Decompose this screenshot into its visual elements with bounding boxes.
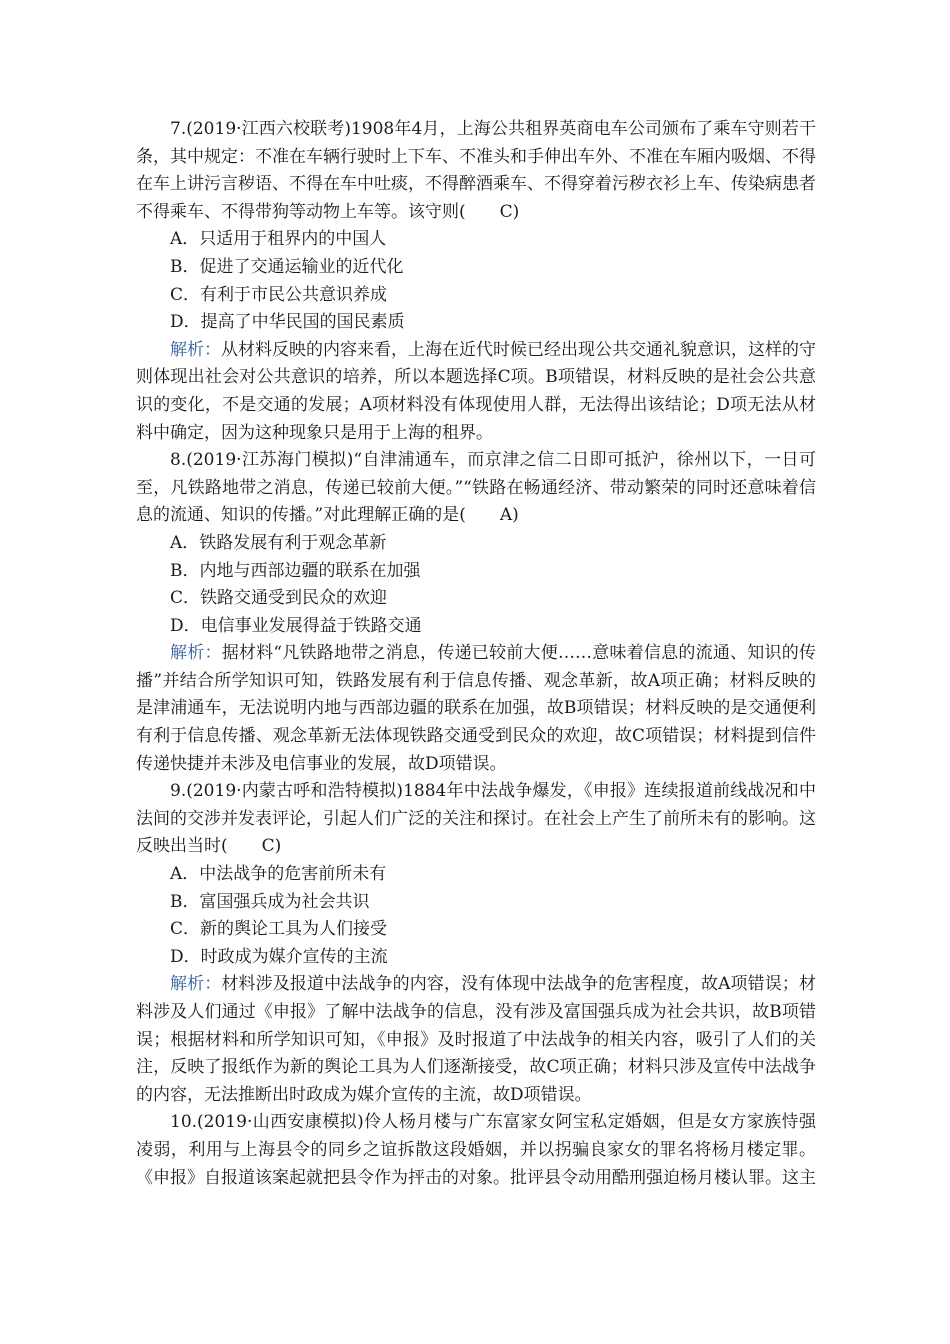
option-a: [136, 530, 816, 558]
option-label: A．: [170, 229, 200, 250]
option-c: [136, 282, 816, 310]
question-source: (2019·内蒙古呼和浩特模拟): [186, 781, 404, 802]
option-text: 内地与西部边疆的联系在加强: [199, 560, 421, 581]
option-d: [136, 944, 816, 972]
option-label: A．: [170, 864, 200, 885]
question-stem: 8.(2019·江苏海门模拟)“自津浦通车，而京津之信二日即可抵沪，徐州以下，一日可至，凡铁路地带之消息，传递已较前大便。”“铁路在畅通经济、带动繁荣的同时还意味着信息的流通、知识的传播。”对此理解正确的是( A): [136, 447, 816, 530]
option-label: C．: [170, 284, 201, 305]
option-text: 提高了中华民国的国民素质: [200, 312, 405, 333]
analysis: [136, 337, 816, 447]
option-text: 中法战争的危害前所未有: [199, 864, 387, 885]
option-label: A．: [170, 532, 200, 553]
option-label: C．: [170, 919, 201, 940]
analysis-label: 解析：: [170, 974, 222, 995]
option-c: [136, 585, 816, 613]
option-b: [136, 889, 816, 917]
option-c: [136, 916, 816, 944]
option-d: [136, 613, 816, 641]
option-label: D．: [170, 946, 201, 967]
option-text: 有利于市民公共意识养成: [200, 284, 388, 305]
analysis: [136, 640, 816, 778]
option-d: [136, 309, 816, 337]
question-10: [136, 1109, 816, 1192]
option-a: [136, 226, 816, 254]
question-list: [136, 116, 816, 1192]
option-text: 铁路发展有利于观念革新: [199, 532, 387, 553]
option-text: 只适用于租界内的中国人: [199, 229, 387, 250]
option-text: 电信事业发展得益于铁路交通: [200, 615, 422, 636]
analysis-text: 据材料“凡铁路地带之消息，传递已较前大便……意味着信息的流通、知识的传播”并结合所学知识可知，铁路发展有利于信息传播、观念革新，故A项正确；材料反映的是津浦通车，无法说明内地与西部边疆的联系在加强，故B项错误；材料反映的是交通便利有利于信息传播、观念革新无法体现铁路交通受到民众的欢迎，故C项错误；材料提到信件传递快捷并未涉及电信事业的发展，故D项错误。: [136, 643, 816, 774]
question-stem: 9.(2019·内蒙古呼和浩特模拟)1884年中法战争爆发，《申报》连续报道前线战况和中法间的交涉并发表评论，引起人们广泛的关注和探讨。在社会上产生了前所未有的影响。这反映出当时( C): [136, 778, 816, 861]
option-label: C．: [170, 588, 201, 609]
analysis-label: 解析：: [170, 339, 221, 360]
question-text: 1908年4月，上海公共租界英商电车公司颁布了乘车守则若干条，其中规定：不准在车辆行驶时上下车、不准头和手伸出车外、不准在车厢内吸烟、不得在车上讲污言秽语、不得在车中吐痰，不得醉酒乘车、不得穿着污秽衣衫上车、传染病患者不得乘车、不得带狗等动物上车等。该守则: [136, 119, 816, 222]
analysis-label: 解析：: [170, 643, 222, 664]
option-label: D．: [170, 312, 201, 333]
option-b: [136, 558, 816, 586]
question-text: 伶人杨月楼与广东富家女阿宝私定婚姻，但是女方家族恃强凌弱，利用与上海县令的同乡之谊拆散这段婚姻，并以拐骗良家女的罪名将杨月楼定罪。《申报》自报道该案起就把县令作为抨击的对象。批评县令动用酷刑强迫杨月楼认罪。这主: [136, 1112, 817, 1188]
question-9: [136, 778, 816, 1109]
option-b: [136, 254, 816, 282]
question-8: [136, 447, 816, 778]
question-number: 8.: [170, 450, 187, 471]
question-stem: [136, 1109, 816, 1192]
question-7: [136, 116, 816, 447]
question-number: 10.: [170, 1112, 198, 1133]
question-number: 9.: [170, 781, 187, 802]
option-label: B．: [170, 891, 200, 912]
question-text: 1884年中法战争爆发，《申报》连续报道前线战况和中法间的交涉并发表评论，引起人们广泛的关注和探讨。在社会上产生了前所未有的影响。这反映出当时: [136, 781, 816, 857]
question-source: (2019·山西安康模拟): [197, 1112, 364, 1133]
option-text: 铁路交通受到民众的欢迎: [200, 588, 388, 609]
option-label: D．: [170, 615, 201, 636]
question-stem: 7.(2019·江西六校联考)1908年4月，上海公共租界英商电车公司颁布了乘车守则若干条，其中规定：不准在车辆行驶时上下车、不准头和手伸出车外、不准在车厢内吸烟、不得在车上讲污言秽语、不得在车中吐痰，不得醉酒乘车、不得穿着污秽衣衫上车、传染病患者不得乘车、不得带狗等动物上车等。该守则( C): [136, 116, 816, 226]
question-source: (2019·江苏海门模拟): [186, 450, 354, 471]
answer-blank: C: [261, 836, 275, 857]
analysis: [136, 971, 816, 1109]
option-text: 富国强兵成为社会共识: [199, 891, 370, 912]
option-text: 促进了交通运输业的近代化: [199, 256, 404, 277]
option-a: [136, 861, 816, 889]
option-label: B．: [170, 560, 200, 581]
option-label: B．: [170, 256, 200, 277]
option-text: 新的舆论工具为人们接受: [200, 919, 388, 940]
option-text: 时政成为媒介宣传的主流: [200, 946, 388, 967]
question-text: “自津浦通车，而京津之信二日即可抵沪，徐州以下，一日可至，凡铁路地带之消息，传递已较前大便。”“铁路在畅通经济、带动繁荣的同时还意味着信息的流通、知识的传播。”对此理解正确的是: [136, 450, 816, 526]
answer-blank: A: [499, 505, 513, 526]
answer-blank: C: [499, 201, 513, 222]
question-source: (2019·江西六校联考): [186, 119, 351, 139]
analysis-text: 从材料反映的内容来看，上海在近代时候已经出现公共交通礼貌意识，这样的守则体现出社会对公共意识的培养，所以本题选择C项。B项错误，材料反映的是社会公共意识的变化，不是交通的发展；A项材料没有体现使用人群，无法得出该结论；D项无法从材料中确定，因为这种现象只是用于上海的租界。: [136, 339, 816, 443]
question-number: 7.: [170, 119, 187, 139]
analysis-text: 材料涉及报道中法战争的内容，没有体现中法战争的危害程度，故A项错误；材料涉及人们通过《申报》了解中法战争的信息，没有涉及富国强兵成为社会共识，故B项错误；根据材料和所学知识可知，《申报》及时报道了中法战争的相关内容，吸引了人们的关注，反映了报纸作为新的舆论工具为人们逐渐接受，故C项正确；材料只涉及宣传中法战争的内容，无法推断出时政成为媒介宣传的主流，故D项错误。: [136, 974, 817, 1105]
